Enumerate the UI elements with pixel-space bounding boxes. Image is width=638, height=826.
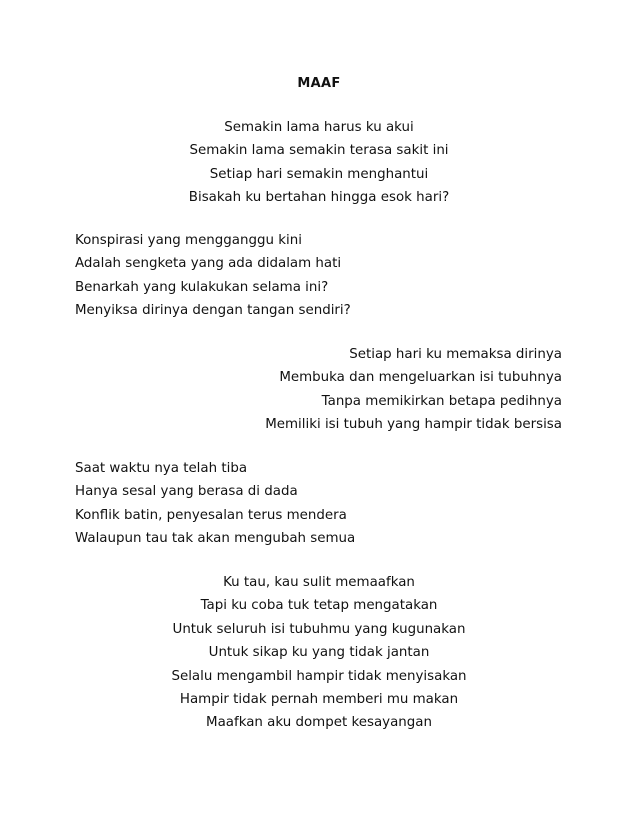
stanza-2 [75, 229, 595, 323]
stanza-3 [200, 343, 562, 437]
poem-line: Semakin lama harus ku akui [224, 120, 414, 135]
poem-line: Benarkah yang kulakukan selama ini? [75, 279, 329, 295]
poem-line: Hampir tidak pernah memberi mu makan [179, 691, 459, 707]
poem-line: Konflik batin, penyesalan terus mendera [75, 507, 347, 523]
poem-line: Saat waktu nya telah tiba [75, 461, 248, 476]
poem-line: Memiliki isi tubuh yang hampir tidak bersisa [265, 417, 562, 433]
poem-line: Membuka dan mengeluarkan isi tubuhnya [279, 370, 562, 386]
poem-line: Bisakah ku bertahan hingga esok hari? [188, 190, 450, 206]
stanza-4 [75, 457, 595, 551]
poem-line: Walaupun tau tak akan mengubah semua [75, 531, 356, 547]
stanza-1 [0, 116, 638, 210]
poem-line: Selalu mengambil hampir tidak menyisakan [171, 668, 467, 684]
poem-line: Untuk seluruh isi tubuhmu yang kugunakan [172, 621, 466, 637]
poem-line: Tapi ku coba tuk tetap mengatakan [200, 598, 438, 614]
poem-title: MAAF [297, 76, 341, 91]
poem-line: Menyiksa dirinya dengan tangan sendiri? [75, 303, 351, 319]
poem-line: Maafkan aku dompet kesayangan [206, 715, 432, 731]
poem-line: Setiap hari semakin menghantui [209, 166, 429, 182]
poem-line: Adalah sengketa yang ada didalam hati [75, 256, 342, 272]
poem-line: Konspirasi yang mengganggu kini [75, 233, 302, 248]
poem-line: Hanya sesal yang berasa di dada [75, 484, 298, 500]
poem-line: Setiap hari ku memaksa dirinya [349, 347, 562, 362]
poem-line: Semakin lama semakin terasa sakit ini [189, 143, 449, 159]
poem-line: Tanpa memikirkan betapa pedihnya [321, 393, 562, 409]
poem-line: Ku tau, kau sulit memaafkan [223, 575, 415, 590]
stanza-5 [0, 571, 638, 735]
poem-line: Untuk sikap ku yang tidak jantan [208, 645, 430, 661]
